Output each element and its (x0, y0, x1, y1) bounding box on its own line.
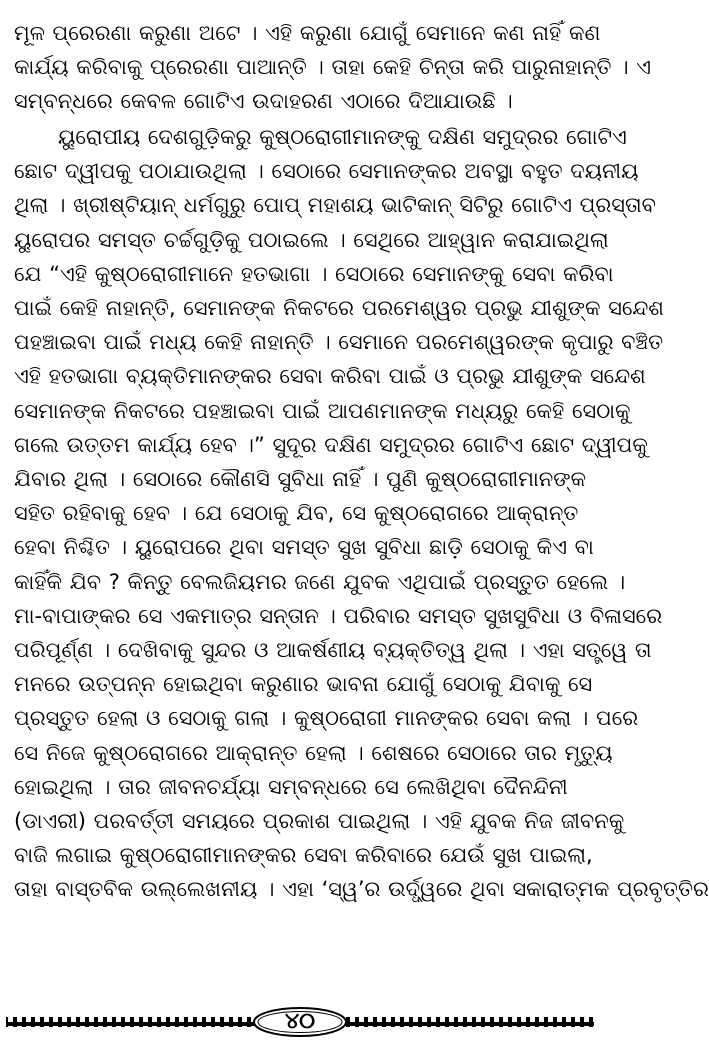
text-line: ପହଞ୍ଚାଇବା ପାଇଁ ମଧ୍ୟ କେହି ନାହାନ୍ତି । ସେମାନେ ପରମେଶ୍ୱରଙ୍କ କୃପାରୁ ବଞ୍ଚିତ (14, 330, 664, 355)
text-line: ତାହା ବାସ୍ତବିକ ଉଲ୍ଲେଖନୀୟ । ଏହା ‘ସ୍ୱ’ର ଉର୍ଦ୍ଧ୍ୱରେ ଥିବା ସକାରାତ୍ମକ ପ୍ରବୃତ୍ତିର (14, 877, 709, 902)
text-line: ଯେ “ଏହି କୁଷ୍ଠରୋଗୀମାନେ ହତଭାଗା । ସେଠାରେ ସେମାନଙ୍କୁ ସେବା କରିବା (14, 261, 614, 286)
text-line: ପାଇଁ କେହି ନାହାନ୍ତି, ସେମାନଙ୍କ ନିକଟରେ ପରମେଶ୍ୱର ପ୍ରଭୁ ଯୀଶୁଙ୍କ ସନ୍ଦେଶ (14, 296, 664, 321)
page-number: ୪୦ (284, 1009, 316, 1034)
text-line: (ଡାଏରୀ) ପରବର୍ତ୍ତୀ ସମୟରେ ପ୍ରକାଶ ପାଇଥିଲା । ଏହି ଯୁବକ ନିଜ ଜୀବନକୁ (14, 809, 625, 834)
text-line: ମୂଳ ପ୍ରେରଣା କରୁଣା ଅଟେ । ଏହି କରୁଣା ଯୋଗୁଁ ସେମାନେ କଣ ନାହିଁ କଣ (14, 21, 601, 45)
text-line: ୟୁରୋପର ସମସ୍ତ ଚର୍ଚ୍ଚଗୁଡ଼ିକୁ ପଠାଇଲେ । ସେଥିରେ ଆହ୍ୱାନ କରାଯାଇଥିଲା (14, 227, 609, 252)
text-line: ମା-ବାପାଙ୍କର ସେ ଏକମାତ୍ର ସନ୍ତାନ । ପରିବାର ସମସ୍ତ ସୁଖସୁବିଧା ଓ ବିଳାସରେ (14, 603, 663, 628)
text-line: କାର୍ଯ୍ୟ କରିବାକୁ ପ୍ରେରଣା ପାଆନ୍ତି । ତାହା କେହି ଚିନ୍ତା କରି ପାରୁନାହାନ୍ତି । ଏ (14, 55, 652, 80)
text-line: ୟୁରୋପୀୟ ଦେଶଗୁଡ଼ିକରୁ କୁଷ୍ଠରୋଗୀମାନଙ୍କୁ ଦକ୍ଷିଣ ସମୁଦ୍ରର ଗୋଟିଏ (58, 125, 627, 149)
text-line: ପରିପୂର୍ଣ୍ଣ । ଦେଖିବାକୁ ସୁନ୍ଦର ଓ ଆକର୍ଷଣୀୟ ବ୍ୟକ୍ତିତ୍ୱ ଥିଲା । ଏହା ସତ୍ତ୍ୱେ ତା (14, 638, 652, 663)
text-line: ପ୍ରସ୍ତୁତ ହେଲା ଓ ସେଠାକୁ ଗଲା । କୁଷ୍ଠରୋଗୀ ମାନଙ୍କର ସେବା କଲା । ପରେ (14, 706, 639, 731)
text-line: କାହିଁକି ଯିବ ? କିନ୍ତୁ ବେଲଜିୟମର ଜଣେ ଯୁବକ ଏଥିପାଇଁ ପ୍ରସ୍ତୁତ ହେଲେ । (14, 569, 626, 594)
paragraph-2 (14, 120, 709, 907)
text-line: ଗଲେ ଉତ୍ତମ କାର୍ଯ୍ୟ ହେବ ।” ସୁଦୂର ଦକ୍ଷିଣ ସମୁଦ୍ରର ଗୋଟିଏ ଛୋଟ ଦ୍ୱୀପକୁ (14, 432, 648, 457)
text-line: ଏହି ହତଭାଗା ବ୍ୟକ୍ତିମାନଙ୍କର ସେବା କରିବା ପାଇଁ ଓ ପ୍ରଭୁ ଯୀଶୁଙ୍କ ସନ୍ଦେଶ (14, 364, 646, 389)
text-line: ସମ୍ବନ୍ଧରେ କେବଳ ଗୋଟିଏ ଉଦାହରଣ ଏଠାରେ ଦିଆଯାଉଛି । (14, 89, 513, 114)
text-line: ମନରେ ଉତ୍ପନ୍ନ ହୋଇଥିବା କରୁଣାର ଭାବନା ଯୋଗୁଁ ସେଠାକୁ ଯିବାକୁ ସେ (14, 672, 593, 697)
text-line: ସେମାନଙ୍କ ନିକଟରେ ପହଞ୍ଚାଇବା ପାଇଁ ଆପଣମାନଙ୍କ ମଧ୍ୟରୁ କେହି ସେଠାକୁ (14, 398, 631, 423)
text-line: ଛୋଟ ଦ୍ୱୀପକୁ ପଠାଯାଉଥିଲା । ସେଠାରେ ସେମାନଙ୍କର ଅବସ୍ଥା ବହୁତ ଦୟନୀୟ (14, 159, 639, 184)
text-line: ବାଜି ଲଗାଇ କୁଷ୍ଠରୋଗୀମାନଙ୍କର ସେବା କରିବାରେ ଯେଉଁ ସୁଖ ପାଇଲା, (14, 843, 593, 868)
text-line: ହେବା ନିଶ୍ଚିତ । ୟୁରୋପରେ ଥିବା ସମସ୍ତ ସୁଖ ସୁବିଧା ଛାଡ଼ି ସେଠାକୁ କିଏ ବା (14, 535, 594, 560)
text-line: ଯିବାର ଥିଲା । ସେଠାରେ କୌଣସି ସୁବିଧା ନାହିଁ । ପୁଣି କୁଷ୍ଠରୋଗୀମାନଙ୍କ (14, 467, 587, 492)
text-line: ସହିତ ରହିବାକୁ ହେବ । ଯେ ସେଠାକୁ ଯିବ, ସେ କୁଷ୍ଠରୋଗରେ ଆକ୍ରାନ୍ତ (14, 501, 579, 526)
text-line: ସେ ନିଜେ କୁଷ୍ଠରୋଗରେ ଆକ୍ରାନ୍ତ ହେଲା । ଶେଷରେ ସେଠାରେ ତାର ମୃତ୍ୟୁ (14, 740, 613, 765)
text-line: ଥିଲା । ଖ୍ରୀଷ୍ଟିୟାନ୍ ଧର୍ମଗୁରୁ ପୋପ୍ ମହାଶୟ ଭାଟିକାନ୍ ସିଟିରୁ ଗୋଟିଏ ପ୍ରସ୍ତାବ (14, 193, 656, 218)
paragraph-1 (14, 16, 652, 119)
page-footer (6, 1004, 594, 1040)
text-line: ହୋଇଥିଲା । ତାର ଜୀବନଚର୍ଯ୍ୟା ସମ୍ବନ୍ଧରେ ସେ ଲେଖିଥିବା ଦୈନନ୍ଦିନୀ (14, 774, 568, 799)
